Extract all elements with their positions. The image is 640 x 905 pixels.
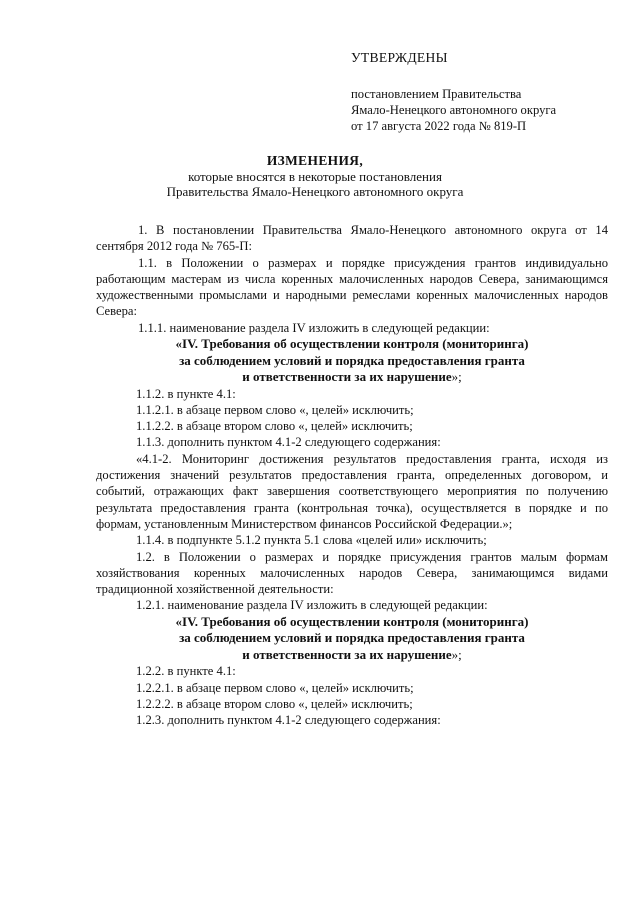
paragraph-1-1-1: 1.1.1. наименование раздела IV изложить в следующей редакции:: [138, 320, 490, 335]
paragraph-1-2-3: 1.2.3. дополнить пунктом 4.1-2 следующего содержания:: [136, 713, 441, 728]
paragraph-1-1-2-1: 1.1.2.1. в абзаце первом слово «, целей» исключить;: [136, 402, 414, 417]
heading-title: ИЗМЕНЕНИЯ,: [266, 153, 364, 168]
document-heading: [90, 153, 540, 200]
quoted-title-line: «IV. Требования об осуществлении контроля (мониторинга): [175, 613, 529, 629]
approval-line: Ямало-Ненецкого автономного округа: [351, 103, 557, 117]
quoted-section-title: [96, 614, 608, 664]
approval-line: постановлением Правительства: [351, 87, 522, 101]
approval-word: УТВЕРЖДЕНЫ: [351, 50, 448, 65]
paragraph-1-1-4: 1.1.4. в подпункте 5.1.2 пункта 5.1 слова «целей или» исключить;: [136, 533, 487, 548]
document-body: [96, 222, 608, 728]
quoted-title-line: «IV. Требования об осуществлении контроля (мониторинга): [175, 336, 529, 352]
paragraph-1-2-2: 1.2.2. в пункте 4.1:: [136, 664, 236, 679]
quoted-section-title: [96, 336, 608, 386]
paragraph-1-1-3: 1.1.3. дополнить пунктом 4.1-2 следующего содержания:: [136, 435, 441, 450]
heading-subtitle: которые вносятся в некоторые постановления: [188, 168, 442, 184]
paragraph-1-1-2-2: 1.1.2.2. в абзаце втором слово «, целей» исключить;: [136, 419, 413, 434]
heading-subtitle: Правительства Ямало-Ненецкого автономного округа: [166, 184, 464, 199]
quoted-title-tail: »;: [451, 646, 462, 662]
quoted-title-line: за соблюдением условий и порядка предоставления гранта: [179, 630, 525, 646]
paragraph-1-2-2-2: 1.2.2.2. в абзаце втором слово «, целей» исключить;: [136, 696, 413, 711]
paragraph-1-2-2-1: 1.2.2.1. в абзаце первом слово «, целей» исключить;: [136, 680, 414, 695]
paragraph-1-1-2: 1.1.2. в пункте 4.1:: [136, 386, 236, 401]
quoted-title-text: и ответственности за их нарушение: [242, 369, 452, 385]
approval-line: от 17 августа 2022 года № 819-П: [351, 119, 527, 133]
quoted-title-tail: »;: [451, 369, 462, 385]
paragraph-1-2-1: 1.2.1. наименование раздела IV изложить в следующей редакции:: [136, 598, 488, 613]
paragraph-1: 1. В постановлении Правительства Ямало-Ненецкого автономного округа от 14 сентября 2012 года № 765-П:: [96, 223, 608, 254]
quoted-title-text: и ответственности за их нарушение: [242, 646, 452, 662]
paragraph-1-1: 1.1. в Положении о размерах и порядке присуждения грантов индивидуально работающим мастерам из числа коренных малочисленных народов Севера, занимающимся художественными промыслами и народными ремеслами коренных малочисленных народов Севера:: [96, 255, 608, 319]
paragraph-1-2: 1.2. в Положении о размерах и порядке присуждения грантов малым формам хозяйствования коренных малочисленных народов Севера, занимающимся видами традиционной хозяйственной деятельности:: [96, 549, 608, 597]
approval-block: [351, 50, 631, 134]
paragraph-4-1-2: «4.1-2. Мониторинг достижения результатов предоставления гранта, исходя из достижения значений результатов предоставления гранта, определенных договором, и событий, отражающих факт завершения соответствующего мероприятия по получению результата предоставления гранта (контрольная точка), осуществляется в порядке и по формам, установленным Министерством финансов Российской Федерации.»;: [96, 451, 608, 531]
quoted-title-line: [96, 369, 608, 386]
quoted-title-line: [96, 647, 608, 664]
quoted-title-line: за соблюдением условий и порядка предоставления гранта: [179, 352, 525, 368]
